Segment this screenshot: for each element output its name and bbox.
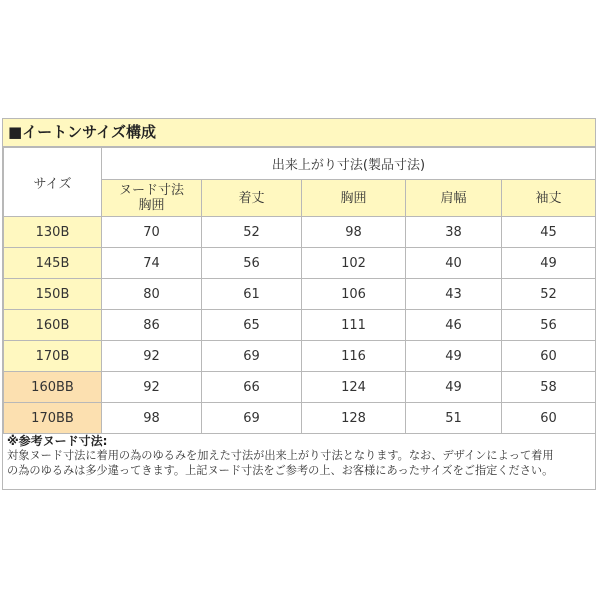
value-cell: 128	[302, 403, 406, 434]
note-line-1: 対象ヌード寸法に着用の為のゆるみを加えた寸法が出来上がり寸法となります。なお、デザインによって着用	[7, 449, 554, 462]
value-cell: 92	[102, 372, 202, 403]
value-cell: 102	[302, 248, 406, 279]
size-cell: 160B	[4, 310, 102, 341]
column-header-sleeve: 袖丈	[502, 180, 596, 217]
value-cell: 69	[202, 403, 302, 434]
value-cell: 43	[406, 279, 502, 310]
value-cell: 40	[406, 248, 502, 279]
value-cell: 106	[302, 279, 406, 310]
table-row	[4, 372, 596, 403]
column-header-chest: 胸囲	[302, 180, 406, 217]
table-row	[4, 279, 596, 310]
value-cell: 58	[502, 372, 596, 403]
value-cell: 80	[102, 279, 202, 310]
value-cell: 51	[406, 403, 502, 434]
note-heading: ※参考ヌード寸法:	[7, 434, 108, 448]
value-cell: 74	[102, 248, 202, 279]
value-cell: 86	[102, 310, 202, 341]
value-cell: 111	[302, 310, 406, 341]
table-row	[4, 217, 596, 248]
size-cell: 170B	[4, 341, 102, 372]
value-cell: 98	[302, 217, 406, 248]
value-cell: 69	[202, 341, 302, 372]
finished-dimensions-header: 出来上がり寸法(製品寸法)	[102, 148, 596, 180]
note-line-2: の為のゆるみは多少違ってきます。上記ヌード寸法をご参考の上、お客様にあったサイズをご指定ください。	[7, 464, 554, 477]
size-table	[3, 147, 596, 434]
value-cell: 49	[406, 341, 502, 372]
size-cell: 130B	[4, 217, 102, 248]
value-cell: 61	[202, 279, 302, 310]
value-cell: 92	[102, 341, 202, 372]
value-cell: 124	[302, 372, 406, 403]
value-cell: 46	[406, 310, 502, 341]
value-cell: 49	[502, 248, 596, 279]
value-cell: 65	[202, 310, 302, 341]
size-cell: 160BB	[4, 372, 102, 403]
value-cell: 70	[102, 217, 202, 248]
value-cell: 49	[406, 372, 502, 403]
section-title: ■イートンサイズ構成	[3, 119, 595, 147]
size-cell: 145B	[4, 248, 102, 279]
table-row	[4, 310, 596, 341]
size-cell: 170BB	[4, 403, 102, 434]
value-cell: 60	[502, 403, 596, 434]
table-row	[4, 403, 596, 434]
value-cell: 56	[502, 310, 596, 341]
value-cell: 56	[202, 248, 302, 279]
size-chart-panel	[2, 118, 596, 490]
value-cell: 45	[502, 217, 596, 248]
column-header-length: 着丈	[202, 180, 302, 217]
value-cell: 116	[302, 341, 406, 372]
column-header-shoulder: 肩幅	[406, 180, 502, 217]
value-cell: 38	[406, 217, 502, 248]
size-header: サイズ	[4, 148, 102, 217]
value-cell: 52	[202, 217, 302, 248]
value-cell: 52	[502, 279, 596, 310]
table-row	[4, 341, 596, 372]
column-header-nude-chest: ヌード寸法 胸囲	[102, 180, 202, 217]
size-cell: 150B	[4, 279, 102, 310]
value-cell: 66	[202, 372, 302, 403]
table-row	[4, 248, 596, 279]
value-cell: 60	[502, 341, 596, 372]
value-cell: 98	[102, 403, 202, 434]
